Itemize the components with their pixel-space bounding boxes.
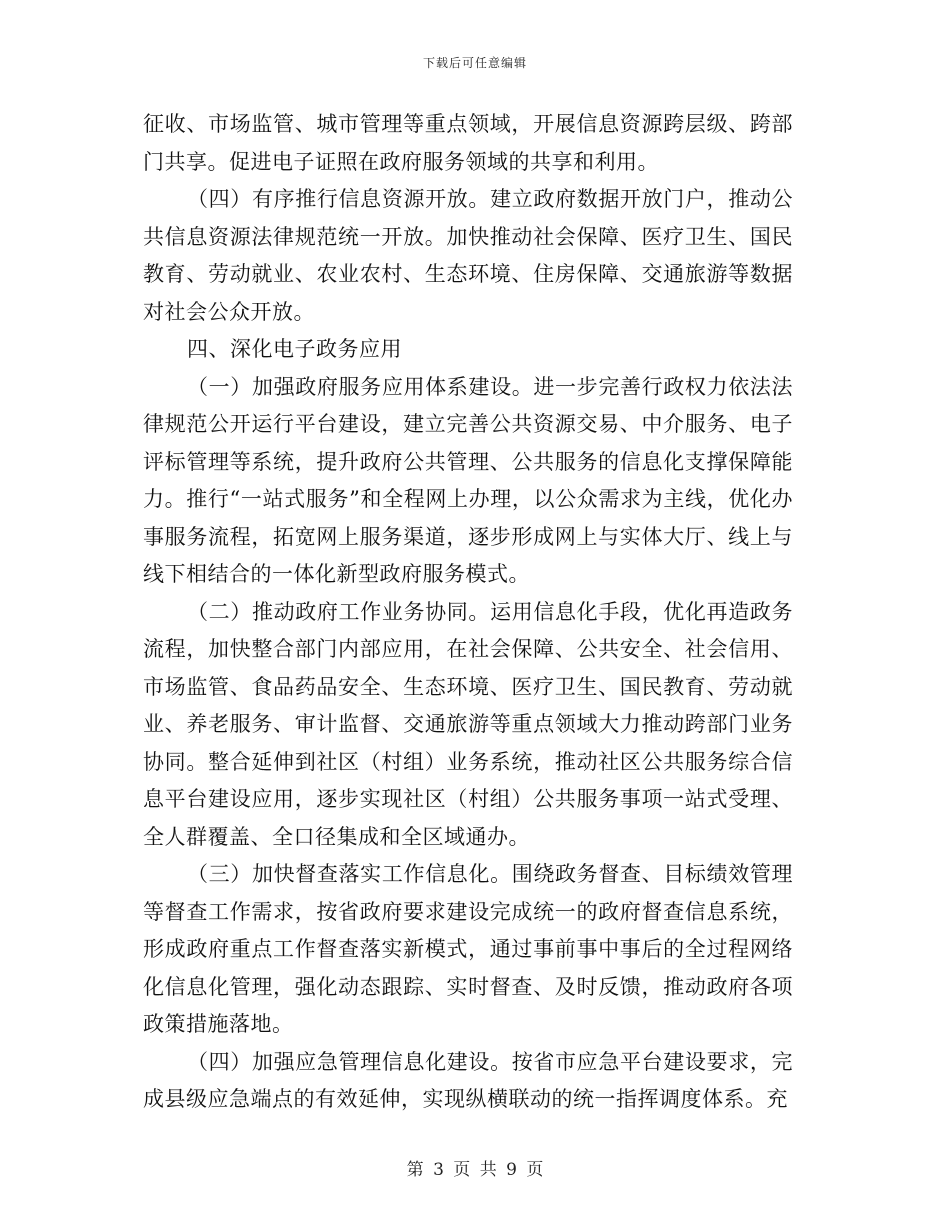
page-header-note: 下载后可任意编辑	[422, 56, 527, 70]
page-number: 第 3 页 共 9 页	[406, 1160, 544, 1180]
paragraph-1: 征收、市场监管、城市管理等重点领域，开展信息资源跨层级、跨部门共享。促进电子证照在政府服务领域的共享和利用。	[143, 112, 793, 174]
paragraph-4: （二）推动政府工作业务协同。运用信息化手段，优化再造政务流程，加快整合部门内部应用，在社会保障、公共安全、社会信用、市场监管、食品药品安全、生态环境、医疗卫生、国民教育、劳动就业、养老服务、审计监督、交通旅游等重点领域大力推动跨部门业务协同。整合延伸到社区（村组）业务系统，推动社区公共服务综合信息平台建设应用，逐步实现社区（村组）公共服务事项一站式受理、全人群覆盖、全口径集成和全区域通办。	[143, 599, 793, 849]
paragraph-3: （一）加强政府服务应用体系建设。进一步完善行政权力依法法律规范公开运行平台建设，建立完善公共资源交易、中介服务、电子评标管理等系统，提升政府公共管理、公共服务的信息化支撑保障能力。推行“一站式服务”和全程网上办理，以公众需求为主线，优化办事服务流程，拓宽网上服务渠道，逐步形成网上与实体大厅、线上与线下相结合的一体化新型政府服务模式。	[143, 374, 793, 586]
paragraph-5: （三）加快督查落实工作信息化。围绕政务督查、目标绩效管理等督查工作需求，按省政府要求建设完成统一的政府督查信息系统，形成政府重点工作督查落实新模式，通过事前事中事后的全过程网络化信息化管理，强化动态跟踪、实时督查、及时反馈，推动政府各项政策措施落地。	[143, 862, 793, 1036]
paragraph-2: （四）有序推行信息资源开放。建立政府数据开放门户，推动公共信息资源法律规范统一开放。加快推动社会保障、医疗卫生、国民教育、劳动就业、农业农村、生态环境、住房保障、交通旅游等数据对社会公众开放。	[143, 187, 793, 324]
paragraph-6: （四）加强应急管理信息化建设。按省市应急平台建设要求，完成县级应急端点的有效延伸，实现纵横联动的统一指挥调度体系。充	[143, 1049, 793, 1111]
document-body	[143, 106, 793, 1119]
section-heading: 四、深化电子政务应用	[187, 337, 402, 361]
